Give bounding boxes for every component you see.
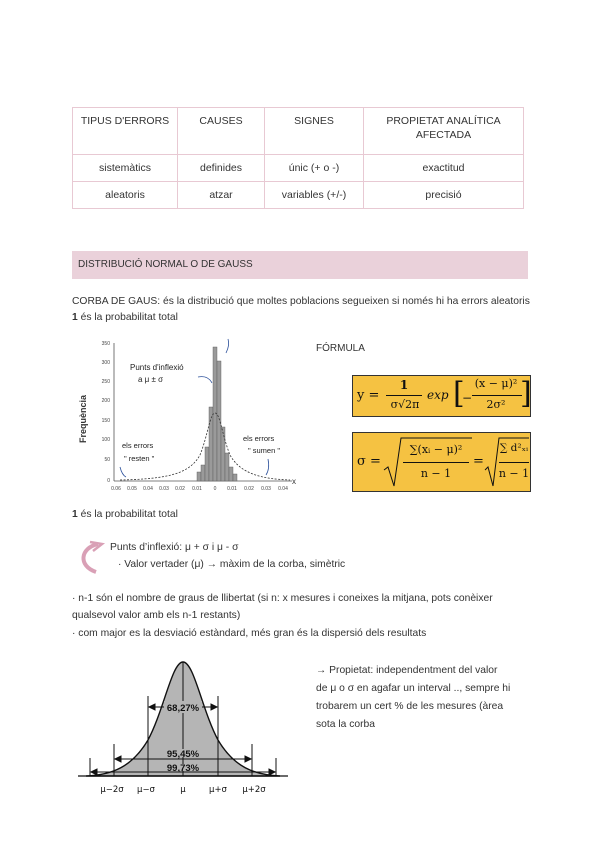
formula-lhs: y = bbox=[357, 388, 380, 403]
bell-curve-diagram bbox=[72, 652, 294, 800]
table-header-cell: SIGNES bbox=[265, 108, 364, 155]
formula-inner-numerator: (x − μ)² bbox=[474, 377, 518, 390]
x-label: μ+σ bbox=[209, 785, 227, 795]
x-tick-label: 0.06 bbox=[111, 486, 121, 492]
resten-annotation: els errors bbox=[122, 441, 154, 450]
curved-arrow-icon bbox=[74, 540, 106, 576]
formula-denominator: n − 1 bbox=[420, 467, 452, 480]
histogram-bar bbox=[233, 474, 237, 481]
inflexio-points-text: Punts d’inflexió: μ + σ i μ - σ bbox=[110, 542, 239, 553]
fraction-bar bbox=[472, 395, 522, 396]
sumen-annotation: els errors bbox=[243, 434, 275, 443]
histogram-bar bbox=[229, 467, 233, 481]
section-header: DISTRIBUCIÓ NORMAL O DE GAUSS bbox=[72, 251, 528, 279]
x-label: μ−σ bbox=[137, 785, 155, 795]
histogram-bar bbox=[205, 447, 209, 481]
histogram-ylabel: Frequència bbox=[78, 394, 88, 444]
formula-denominator: n − 1 bbox=[498, 467, 530, 480]
dispersion-text: · com major es la desviació estàndard, més gran és la dispersió dels resultats bbox=[72, 628, 427, 639]
formula-inner-denominator: 2σ² bbox=[486, 398, 506, 411]
y-tick-label: 250 bbox=[101, 379, 110, 385]
degrees-of-freedom-text-2: qualsevol valor amb els n-1 restants) bbox=[72, 610, 241, 621]
table-header-cell: CAUSES bbox=[178, 108, 265, 155]
histogram-bar bbox=[197, 472, 201, 481]
probability-one: 1 bbox=[72, 312, 78, 323]
table-row bbox=[73, 182, 524, 209]
x-tick-label: 0.04 bbox=[278, 486, 288, 492]
fraction-bar bbox=[499, 462, 529, 463]
bracket-close: ] bbox=[520, 376, 532, 411]
normal-distribution-formula bbox=[352, 375, 531, 417]
minus-sign: − bbox=[462, 391, 473, 405]
propietat-line: de μ o σ en agafar un interval .., sempre hi bbox=[316, 683, 511, 694]
x-tick-label: 0.05 bbox=[127, 486, 137, 492]
probability-text: és la probabilitat total bbox=[77, 509, 178, 520]
y-tick-label: 100 bbox=[101, 437, 110, 443]
table-cell: exactitud bbox=[364, 155, 524, 182]
x-tick-label: 0.01 bbox=[227, 486, 237, 492]
y-tick-label: 200 bbox=[101, 398, 110, 404]
gauss-histogram bbox=[80, 335, 302, 497]
table-header-cell: PROPIETAT ANALÍTICA AFECTADA bbox=[364, 108, 524, 155]
table-cell: sistemàtics bbox=[73, 155, 178, 182]
percent-label: 68,27% bbox=[166, 703, 200, 714]
x-tick-label: 0.03 bbox=[261, 486, 271, 492]
x-tick-label: 0 bbox=[213, 486, 217, 492]
x-tick-label: 0.02 bbox=[244, 486, 254, 492]
propietat-line: → Propietat: independentment del valor bbox=[316, 665, 498, 676]
fraction-bar bbox=[386, 395, 422, 396]
x-label: μ bbox=[180, 785, 186, 795]
table-row bbox=[73, 155, 524, 182]
histogram-bar bbox=[217, 361, 221, 481]
resten-annotation: " resten " bbox=[124, 454, 155, 463]
x-tick-label: 0.04 bbox=[143, 486, 153, 492]
x-tick-label: 0.03 bbox=[159, 486, 169, 492]
corba-definition: CORBA DE GAUS: és la distribució que moltes poblacions segueixen si només hi ha errors aleatoris bbox=[72, 296, 530, 307]
probability-one: 1 bbox=[72, 509, 78, 520]
table-cell: aleatoris bbox=[73, 182, 178, 209]
x-axis-symbol: x bbox=[292, 477, 296, 486]
inflexio-annotation: a μ ± σ bbox=[138, 375, 164, 384]
formula-numerator: ∑ d²ₓᵢ bbox=[499, 442, 529, 454]
formula-exp: exp bbox=[427, 388, 449, 402]
table-cell: precisió bbox=[364, 182, 524, 209]
table-cell: definides bbox=[178, 155, 265, 182]
histogram-bar bbox=[221, 427, 225, 481]
x-tick-label: 0.02 bbox=[175, 486, 185, 492]
formula-denominator: σ√2π bbox=[390, 398, 420, 411]
histogram-bar bbox=[201, 465, 205, 481]
percent-label: 99,73% bbox=[166, 763, 200, 774]
histogram-bar bbox=[209, 407, 213, 481]
inflexio-annotation: Punts d'inflexió bbox=[130, 363, 184, 372]
y-tick-label: 150 bbox=[101, 418, 110, 424]
standard-deviation-formula bbox=[352, 432, 531, 492]
x-label: μ+2σ bbox=[242, 785, 266, 795]
histogram-bar bbox=[225, 453, 229, 481]
probability-note-2 bbox=[72, 506, 178, 524]
fraction-bar bbox=[403, 462, 469, 463]
equals-sign: = bbox=[473, 454, 484, 469]
bracket-open: [ bbox=[453, 376, 465, 411]
table-cell: atzar bbox=[178, 182, 265, 209]
table-header-row bbox=[73, 108, 524, 155]
table-cell: variables (+/-) bbox=[265, 182, 364, 209]
x-label: μ−2σ bbox=[100, 785, 124, 795]
propietat-line: trobarem un cert % de les mesures (àrea bbox=[316, 701, 504, 712]
percent-label: 95,45% bbox=[166, 749, 200, 760]
y-tick-label: 50 bbox=[104, 457, 110, 463]
table-cell: únic (+ o -) bbox=[265, 155, 364, 182]
formula-lhs: σ = bbox=[357, 454, 381, 469]
probability-text: és la probabilitat total bbox=[77, 312, 178, 323]
formula-numerator: ∑(xᵢ − μ)² bbox=[409, 443, 463, 456]
probability-note bbox=[72, 309, 178, 327]
table-header-cell: TIPUS D'ERRORS bbox=[73, 108, 178, 155]
true-value-text: · Valor vertader (μ) → màxim de la corba, simètric bbox=[118, 559, 346, 570]
formula-numerator: 1 bbox=[399, 378, 409, 392]
formula-label: FÓRMULA bbox=[316, 343, 365, 354]
error-types-table bbox=[72, 107, 524, 209]
y-tick-label: 300 bbox=[101, 360, 110, 366]
sumen-annotation: " sumen " bbox=[248, 446, 281, 455]
degrees-of-freedom-text: · n-1 són el nombre de graus de llibertat (si n: x mesures i coneixes la mitjana, pots conèixer bbox=[72, 593, 493, 604]
y-tick-label: 0 bbox=[107, 478, 110, 484]
propietat-line: sota la corba bbox=[316, 719, 375, 730]
y-tick-label: 350 bbox=[101, 341, 110, 347]
x-tick-label: 0.01 bbox=[192, 486, 202, 492]
